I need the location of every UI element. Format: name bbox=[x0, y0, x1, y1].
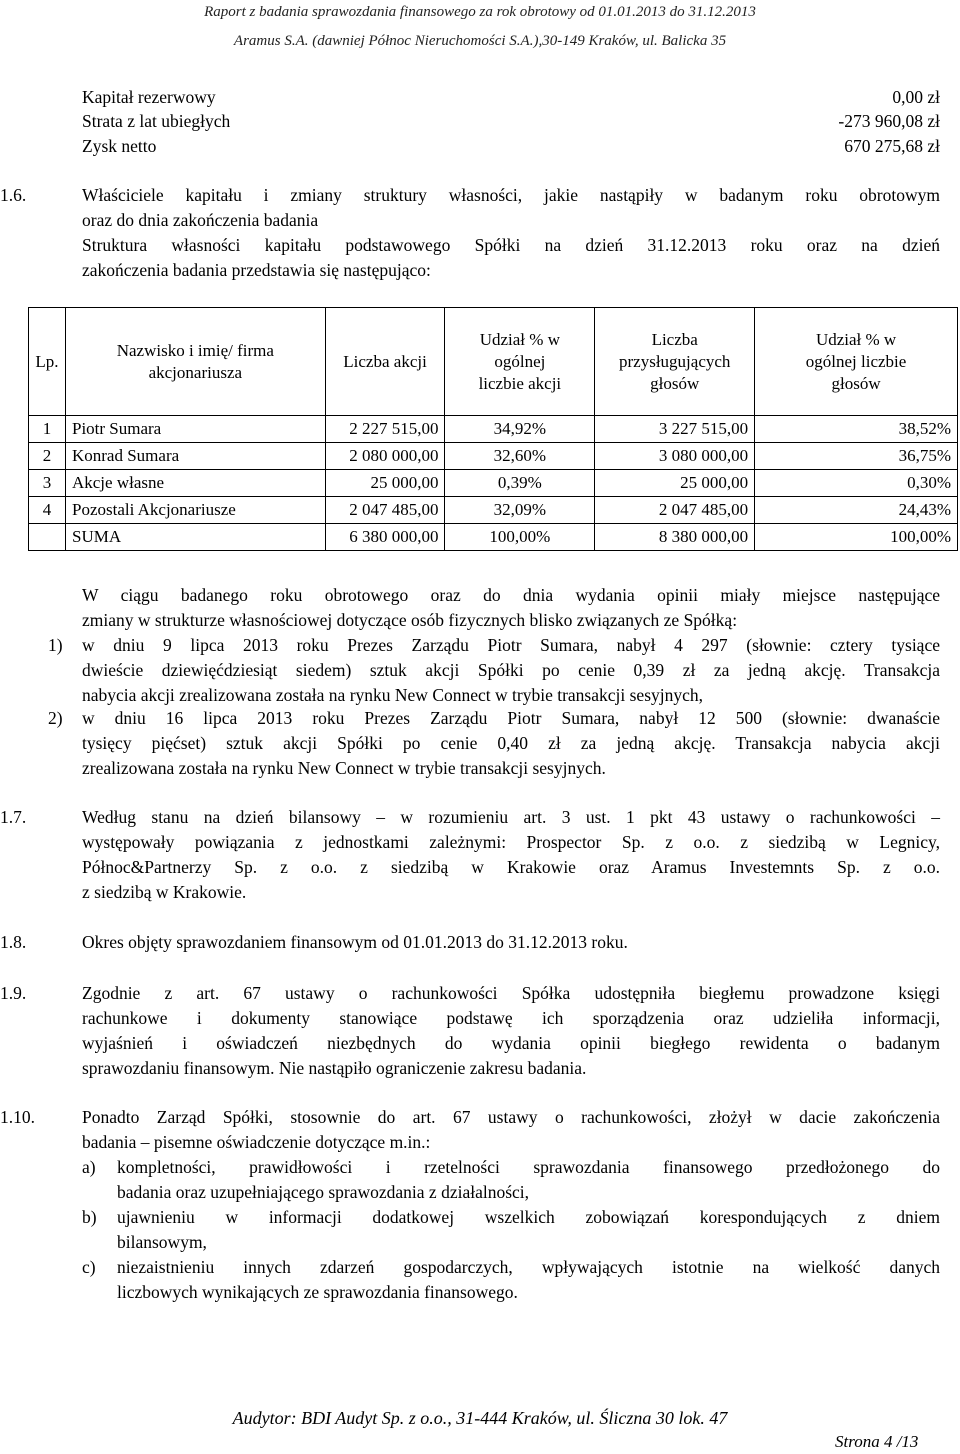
header-company: Aramus S.A. (dawniej Północ Nieruchomości S.A.),30-149 Kraków, ul. Balicka 35 bbox=[233, 33, 727, 49]
cell-lp: 1 bbox=[29, 416, 66, 443]
section-number: 1.7. bbox=[0, 807, 27, 827]
statement-item bbox=[117, 1255, 940, 1305]
cell-vote-pct: 24,43% bbox=[755, 497, 958, 524]
text-line: rachunkowe i dokumenty stanowiące podstawę ich sporządzenia oraz udzieliła informacji, bbox=[82, 1008, 940, 1028]
text-line: Struktura własności kapitału podstawowego Spółki na dzień 31.12.2013 roku oraz na dzień bbox=[82, 235, 940, 255]
cell-vote-pct: 36,75% bbox=[755, 443, 958, 470]
cell-lp: 2 bbox=[29, 443, 66, 470]
text-line: bilansowym, bbox=[117, 1232, 207, 1252]
text-line: nabycia akcji zrealizowana została na rynku New Connect w trybie transakcji sesyjnych, bbox=[82, 685, 704, 705]
table-row bbox=[29, 443, 958, 470]
cell-shares: 2 047 485,00 bbox=[325, 497, 445, 524]
statement-item bbox=[117, 1155, 940, 1205]
cell-vote-pct: 38,52% bbox=[755, 416, 958, 443]
column-header: Udział % w ogólnej liczbie głosów bbox=[755, 308, 958, 416]
list-marker: b) bbox=[82, 1207, 97, 1227]
cell-votes: 8 380 000,00 bbox=[595, 524, 755, 551]
shareholder-table bbox=[28, 307, 958, 551]
section-number: 1.6. bbox=[0, 185, 27, 205]
text-line: sprawozdaniu finansowym. Nie nastąpiło ograniczenie zakresu badania. bbox=[82, 1058, 587, 1078]
cell-share-pct: 34,92% bbox=[445, 416, 595, 443]
cell-share-pct: 100,00% bbox=[445, 524, 595, 551]
text-line: zrealizowana została na rynku New Connect w trybie transakcji sesyjnych. bbox=[82, 758, 606, 778]
text-line: zakończenia badania przedstawia się następująco: bbox=[82, 260, 431, 280]
cell-shares: 2 080 000,00 bbox=[325, 443, 445, 470]
cell-name: Pozostali Akcjonariusze bbox=[65, 497, 325, 524]
footer-auditor: Audytor: BDI Audyt Sp. z o.o., 31-444 Kraków, ul. Śliczna 30 lok. 47 bbox=[232, 1408, 728, 1428]
section-1-7-text bbox=[82, 805, 940, 905]
table-row bbox=[29, 470, 958, 497]
capital-value: 670 275,68 zł bbox=[844, 136, 940, 156]
column-header: Nazwisko i imię/ firma akcjonariusza bbox=[65, 308, 325, 416]
table-total-row bbox=[29, 524, 958, 551]
cell-lp: 4 bbox=[29, 497, 66, 524]
changes-intro bbox=[82, 583, 940, 633]
column-header: Liczba akcji bbox=[325, 308, 445, 416]
section-1-8-text bbox=[82, 930, 940, 955]
column-header: Lp. bbox=[29, 308, 66, 416]
text-line: ujawnieniu w informacji dodatkowej wszelkich zobowiązań korespondujących z dniem bbox=[117, 1207, 940, 1227]
change-item bbox=[82, 706, 940, 781]
cell-votes: 3 080 000,00 bbox=[595, 443, 755, 470]
cell-share-pct: 0,39% bbox=[445, 470, 595, 497]
capital-value: -273 960,08 zł bbox=[838, 111, 940, 131]
cell-shares: 6 380 000,00 bbox=[325, 524, 445, 551]
section-number: 1.8. bbox=[0, 932, 27, 952]
section-number: 1.9. bbox=[0, 983, 27, 1003]
cell-shares: 25 000,00 bbox=[325, 470, 445, 497]
text-line: Zgodnie z art. 67 ustawy o rachunkowości Spółka udostępniła biegłemu prowadzone księgi bbox=[82, 983, 940, 1003]
cell-share-pct: 32,60% bbox=[445, 443, 595, 470]
cell-votes: 25 000,00 bbox=[595, 470, 755, 497]
section-1-10-text bbox=[82, 1105, 940, 1155]
list-marker: c) bbox=[82, 1257, 96, 1277]
cell-shares: 2 227 515,00 bbox=[325, 416, 445, 443]
text-line: kompletności, prawidłowości i rzetelności sprawozdania finansowego przedłożonego do bbox=[117, 1157, 940, 1177]
list-marker: 1) bbox=[48, 635, 63, 655]
text-line: W ciągu badanego roku obrotowego oraz do dnia wydania opinii miały miejsce następujące bbox=[82, 585, 940, 605]
header-report-title: Raport z badania sprawozdania finansowego za rok obrotowy od 01.01.2013 do 31.12.2013 bbox=[204, 4, 756, 20]
section-number: 1.10. bbox=[0, 1107, 35, 1127]
text-line: tysięcy pięćset) sztuk akcji Spółki po cenie 0,40 zł za jedną akcję. Transakcja nabycia akcji bbox=[82, 733, 940, 753]
column-header: Udział % w ogólnej liczbie akcji bbox=[445, 308, 595, 416]
text-line: w dniu 9 lipca 2013 roku Prezes Zarządu Piotr Sumara, nabył 4 297 (słownie: cztery tysiące bbox=[82, 635, 940, 655]
cell-vote-pct: 0,30% bbox=[755, 470, 958, 497]
section-1-9-text bbox=[82, 981, 940, 1081]
footer-page-number: Strona 4 /13 bbox=[835, 1432, 919, 1451]
text-line: wyjaśnień i oświadczeń niezbędnych do wydania opinii biegłego rewidenta o badanym bbox=[82, 1033, 940, 1053]
cell-lp: 3 bbox=[29, 470, 66, 497]
text-line: oraz do dnia zakończenia badania bbox=[82, 210, 319, 230]
table-row bbox=[29, 497, 958, 524]
list-marker: a) bbox=[82, 1157, 96, 1177]
change-item bbox=[82, 633, 940, 708]
text-line: zmiany w strukturze własnościowej dotyczące osób fizycznych blisko związanych ze Spółką: bbox=[82, 610, 738, 630]
text-line: Ponadto Zarząd Spółki, stosownie do art. 67 ustawy o rachunkowości, złożył w dacie zakończenia bbox=[82, 1107, 940, 1127]
text-line: Północ&Partnerzy Sp. z o.o. z siedzibą w Krakowie oraz Aramus Investemnts Sp. z o.o. bbox=[82, 857, 940, 877]
capital-label: Strata z lat ubiegłych bbox=[82, 111, 231, 131]
text-line: występowały powiązania z jednostkami zależnymi: Prospector Sp. z o.o. z siedzibą w Legnicy, bbox=[82, 832, 940, 852]
capital-label: Zysk netto bbox=[82, 136, 157, 156]
table-row bbox=[29, 416, 958, 443]
text-line: Okres objęty sprawozdaniem finansowym od 01.01.2013 do 31.12.2013 roku. bbox=[82, 932, 628, 952]
cell-votes: 3 227 515,00 bbox=[595, 416, 755, 443]
text-line: w dniu 16 lipca 2013 roku Prezes Zarządu Piotr Sumara, nabył 12 500 (słownie: dwanaście bbox=[82, 708, 940, 728]
text-line: liczbowych wynikających ze sprawozdania finansowego. bbox=[117, 1282, 518, 1302]
capital-label: Kapitał rezerwowy bbox=[82, 87, 216, 107]
statement-item bbox=[117, 1205, 940, 1255]
cell-name: Piotr Sumara bbox=[65, 416, 325, 443]
cell-share-pct: 32,09% bbox=[445, 497, 595, 524]
cell-votes: 2 047 485,00 bbox=[595, 497, 755, 524]
text-line: badania oraz uzupełniającego sprawozdania z działalności, bbox=[117, 1182, 530, 1202]
text-line: Według stanu na dzień bilansowy – w rozumieniu art. 3 ust. 1 pkt 43 ustawy o rachunkowości – bbox=[82, 807, 940, 827]
cell-total-label: SUMA bbox=[65, 524, 325, 551]
cell-lp bbox=[29, 524, 66, 551]
cell-name: Akcje własne bbox=[65, 470, 325, 497]
text-line: z siedzibą w Krakowie. bbox=[82, 882, 247, 902]
cell-name: Konrad Sumara bbox=[65, 443, 325, 470]
column-header: Liczba przysługujących głosów bbox=[595, 308, 755, 416]
text-line: dwieście dziewięćdziesiąt siedem) sztuk akcji Spółki po cenie 0,39 zł za jedną akcję. Transakcja bbox=[82, 660, 940, 680]
text-line: niezaistnieniu innych zdarzeń gospodarczych, wpływających istotnie na wielkość danych bbox=[117, 1257, 940, 1277]
cell-vote-pct: 100,00% bbox=[755, 524, 958, 551]
table-header-row bbox=[29, 308, 958, 416]
list-marker: 2) bbox=[48, 708, 63, 728]
text-line: Właściciele kapitału i zmiany struktury własności, jakie nastąpiły w badanym roku obrotowym bbox=[82, 185, 940, 205]
capital-value: 0,00 zł bbox=[892, 87, 940, 107]
text-line: badania – pisemne oświadczenie dotyczące m.in.: bbox=[82, 1132, 431, 1152]
section-1-6-text bbox=[82, 183, 940, 283]
